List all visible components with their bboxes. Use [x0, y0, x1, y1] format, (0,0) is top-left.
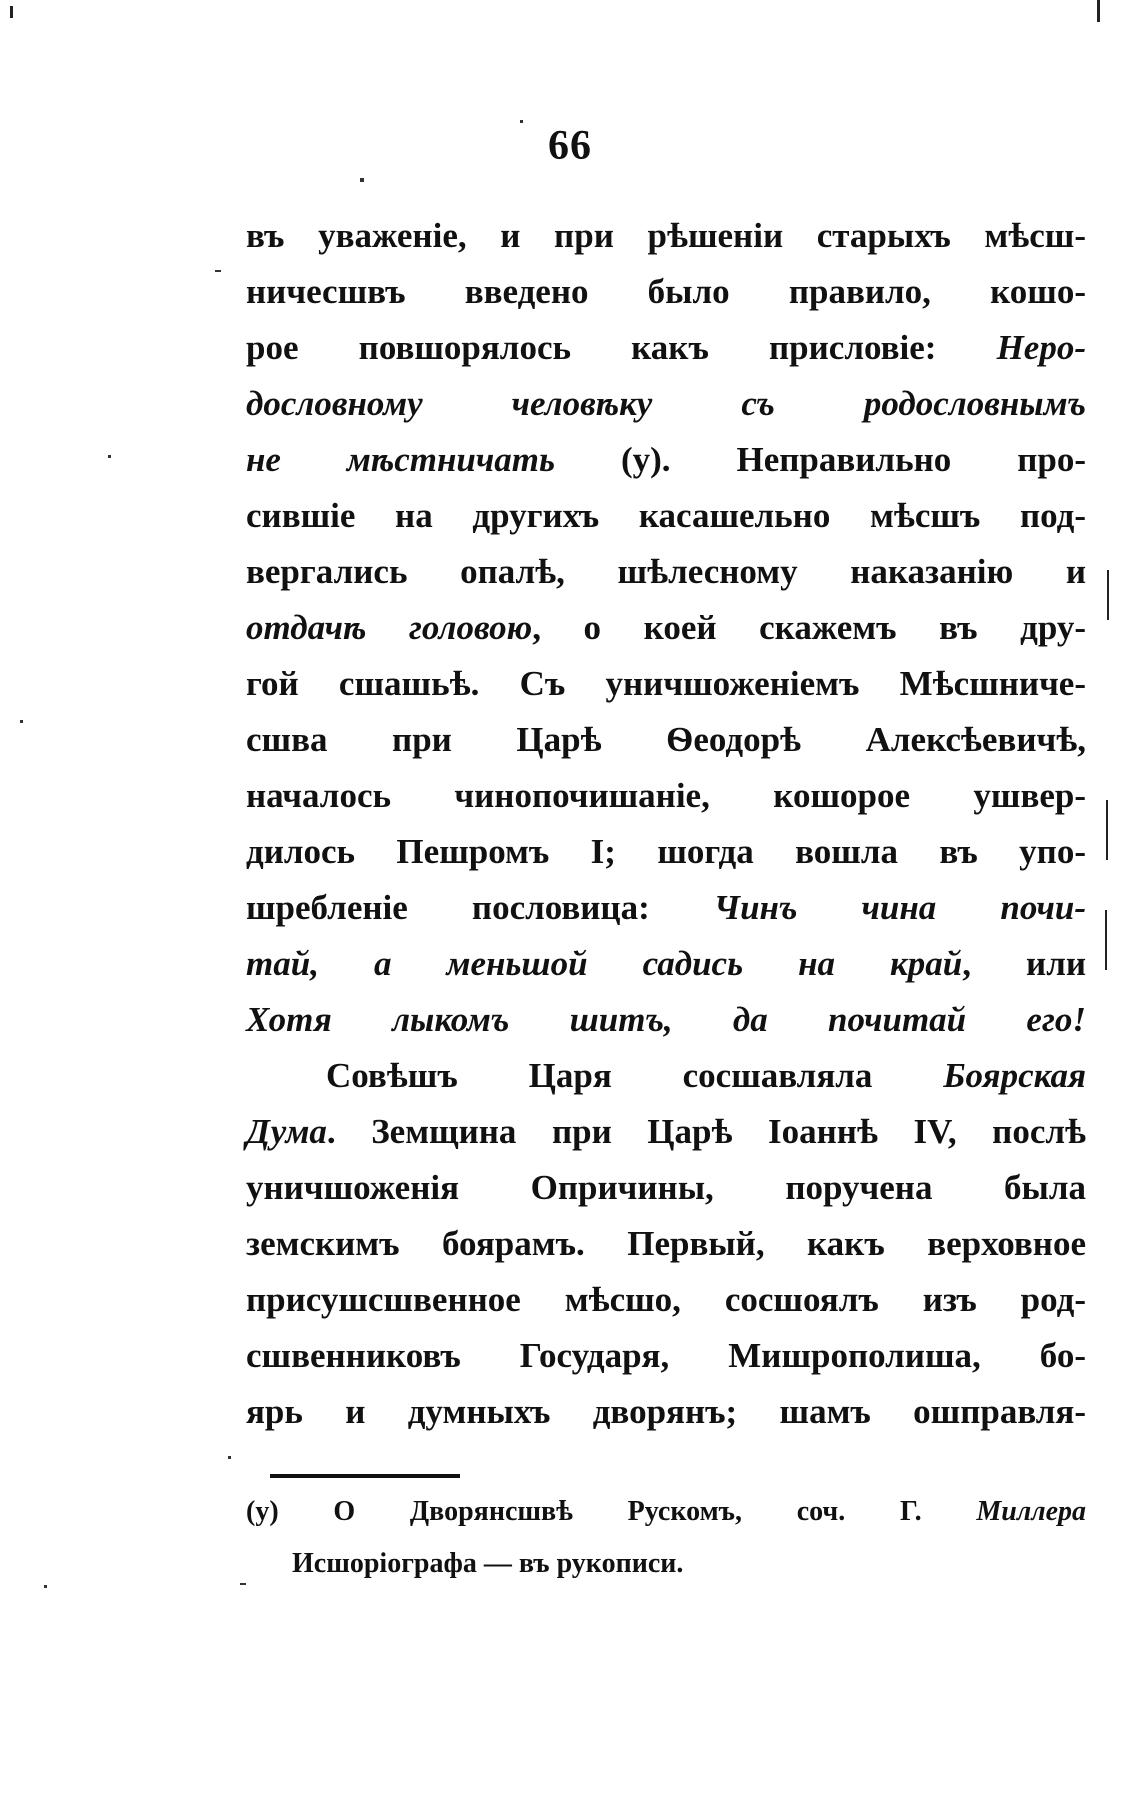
text-line	[246, 320, 1086, 376]
footnote-line	[246, 1486, 1086, 1538]
text-line	[246, 880, 1086, 936]
text-segment: Совѣшъ Царя сосшавляла	[326, 1056, 944, 1095]
text-line	[246, 824, 1086, 880]
scan-speck	[215, 270, 221, 272]
italic-segment: Миллера	[976, 1496, 1086, 1527]
page-number: 66	[548, 123, 592, 169]
text-segment: . Земщина при Царѣ Іоаннѣ IV, послѣ	[326, 1112, 1086, 1151]
scan-speck	[10, 6, 13, 18]
text-line	[246, 208, 1086, 264]
text-line	[246, 992, 1086, 1048]
text-segment: началось чинопочишаніе, кошорое ушвер-	[246, 776, 1086, 815]
footnote-line	[246, 1538, 1086, 1590]
italic-segment: Боярская	[943, 1056, 1086, 1095]
text-line	[246, 432, 1086, 488]
text-line	[246, 712, 1086, 768]
text-line	[246, 1272, 1086, 1328]
text-segment: , или	[962, 944, 1087, 983]
text-segment: присушсшвенное мѣсшо, сосшоялъ изъ род-	[246, 1280, 1086, 1319]
scan-speck	[228, 1456, 231, 1459]
italic-segment: Дума	[246, 1112, 327, 1151]
text-line	[246, 600, 1086, 656]
scan-speck	[20, 720, 23, 723]
text-segment: уничшоженія Опричины, поручена была	[246, 1168, 1086, 1207]
text-segment: вергались опалѣ, шѣлесному наказанію и	[246, 552, 1086, 591]
text-line	[246, 488, 1086, 544]
text-segment: земскимъ боярамъ. Первый, какъ верховное	[246, 1224, 1086, 1263]
text-line	[246, 1160, 1086, 1216]
text-segment: сившіе на другихъ касашельно мѣсшъ под-	[246, 496, 1086, 535]
scan-speck	[108, 455, 111, 458]
italic-segment: дословному человѣку съ родословнымъ	[246, 384, 1086, 423]
italic-segment: не мѣстничать	[246, 440, 555, 479]
text-line	[246, 544, 1086, 600]
text-line	[246, 936, 1086, 992]
italic-segment: отдачѣ головою	[246, 608, 533, 647]
scan-speck	[44, 1585, 47, 1588]
text-line	[246, 1384, 1086, 1440]
text-segment: (у) О Дворянсшвѣ Рускомъ, соч. Г.	[246, 1496, 977, 1527]
text-line	[246, 768, 1086, 824]
italic-segment: Неро-	[996, 328, 1086, 367]
scan-speck	[1097, 0, 1100, 22]
scan-speck	[1105, 910, 1107, 970]
text-segment: въ уваженіе, и при рѣшеніи старыхъ мѣсш-	[246, 216, 1086, 255]
text-segment: , о коей скажемъ въ дру-	[532, 608, 1086, 647]
text-segment: (у). Неправильно про-	[555, 440, 1086, 479]
text-segment: сшвенниковъ Государя, Мишрополиша, бо-	[246, 1336, 1086, 1375]
text-segment: дилось Пешромъ I; шогда вошла въ упо-	[246, 832, 1086, 871]
italic-segment: тай, а меньшой садись на край	[246, 944, 963, 983]
footnote	[246, 1486, 1086, 1590]
scan-speck	[520, 120, 523, 123]
text-segment: ярь и думныхъ дворянъ; шамъ ошправля-	[246, 1392, 1086, 1431]
text-segment: гой сшашьѣ. Съ уничшоженіемъ Мѣсшниче-	[246, 664, 1086, 703]
scan-speck	[360, 178, 364, 182]
body-text	[246, 208, 1086, 1440]
text-line	[246, 1328, 1086, 1384]
scan-speck	[1107, 570, 1109, 620]
italic-segment: Хотя лыкомъ шитъ, да почитай его!	[246, 1000, 1086, 1039]
text-segment: рое повшорялось какъ присловіе:	[246, 328, 997, 367]
text-line	[246, 376, 1086, 432]
text-line	[246, 1216, 1086, 1272]
text-line	[246, 1104, 1086, 1160]
text-segment: шребленіе пословица:	[246, 888, 714, 927]
text-line	[246, 1048, 1086, 1104]
footnote-rule	[270, 1474, 460, 1478]
text-segment: Исшоріографа — въ рукописи.	[292, 1548, 684, 1579]
scan-speck	[240, 1583, 246, 1585]
scan-speck	[1106, 800, 1108, 860]
text-segment: ничесшвъ введено было правило, кошо-	[246, 272, 1086, 311]
text-line	[246, 264, 1086, 320]
text-segment: сшва при Царѣ Ѳеодорѣ Алексѣевичѣ,	[246, 720, 1086, 759]
italic-segment: Чинъ чина почи-	[713, 888, 1086, 927]
text-line	[246, 656, 1086, 712]
